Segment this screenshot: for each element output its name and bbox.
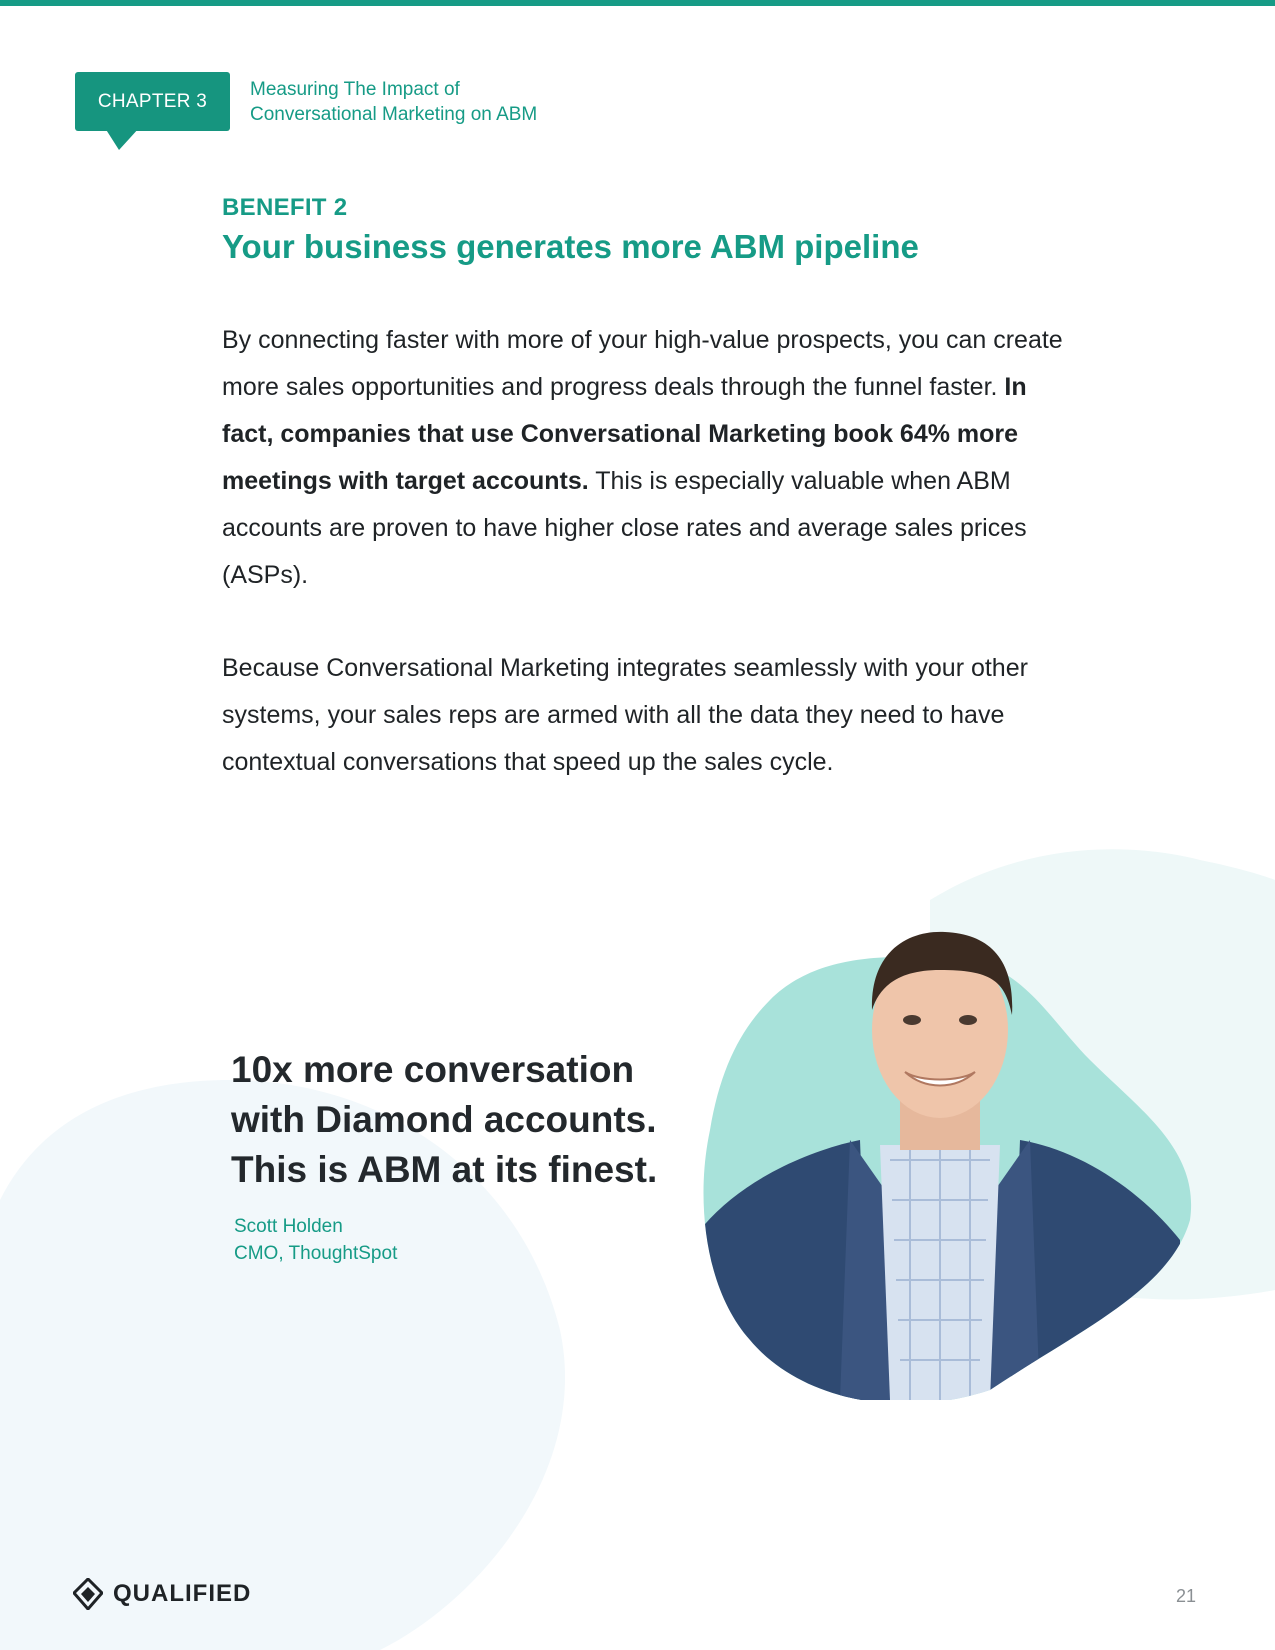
testimonial-photo — [700, 900, 1200, 1400]
body-paragraph-1 — [222, 317, 1082, 599]
page-number: 21 — [1176, 1586, 1197, 1606]
chapter-title — [250, 77, 650, 127]
chapter-title-line1: Measuring The Impact of — [250, 79, 460, 100]
logo-wordmark: QUALIFIED — [113, 1580, 252, 1607]
section-headline: Your business generates more ABM pipeline — [222, 228, 919, 265]
chapter-badge-tail — [105, 128, 139, 150]
qualified-logo — [73, 1578, 251, 1610]
body-paragraph-2: Because Conversational Marketing integrates seamlessly with your other systems, your sales reps are armed with all the data they need to have contextual conversations that speed up the sales cycle. — [222, 654, 1028, 776]
attribution-name: Scott Holden — [234, 1216, 343, 1237]
chapter-badge — [75, 72, 230, 131]
para1-text-b: This is especially valuable when ABM accounts are proven to have higher close rates and average sales prices (ASPs). — [222, 467, 1027, 589]
testimonial-attribution — [234, 1213, 397, 1267]
attribution-title: CMO, ThoughtSpot — [234, 1243, 398, 1264]
para1-bold-stat: In fact, companies that use Conversational Marketing book 64% more meetings with target accounts. — [222, 373, 1027, 495]
quote-line-1: 10x more conversation — [231, 1049, 635, 1090]
para1-text-a: By connecting faster with more of your high-value prospects, you can create more sales opportunities and progress deals through the funnel faster. — [222, 326, 1063, 401]
qualified-diamond-icon — [73, 1578, 103, 1610]
quote-line-2: with Diamond accounts. — [231, 1099, 657, 1140]
chapter-title-line2: Conversational Marketing on ABM — [250, 104, 538, 125]
benefit-label: BENEFIT 2 — [222, 194, 348, 221]
quote-line-3: This is ABM at its finest. — [231, 1149, 658, 1190]
chapter-badge-label: CHAPTER 3 — [97, 90, 208, 112]
testimonial-quote — [231, 1045, 701, 1195]
